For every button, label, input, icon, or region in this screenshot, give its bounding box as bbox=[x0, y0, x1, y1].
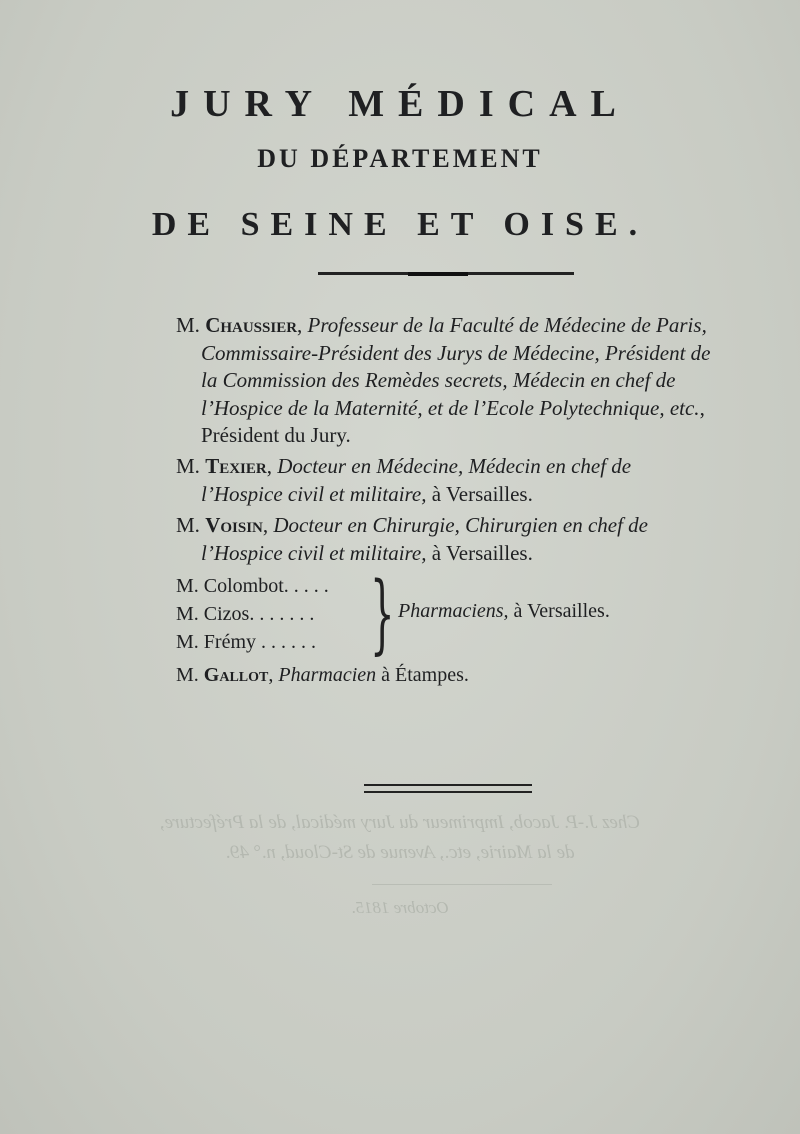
pharmacists-title: Pharmaciens, bbox=[398, 600, 509, 622]
member-name: Voisin bbox=[205, 513, 263, 537]
member-prefix: M. bbox=[176, 313, 200, 337]
member-location: à Versailles. bbox=[431, 540, 533, 565]
bleed-through-date-line: Octobre 1815. bbox=[351, 898, 449, 917]
decorative-rule-top bbox=[318, 272, 574, 277]
member-prefix: M. bbox=[176, 454, 200, 478]
member-entry-voisin: M. Voisin, Docteur en Chirurgie, Chirurgien en chef de l’Hospice civil et militaire, à Versailles. bbox=[176, 513, 649, 565]
member-description: Pharmacien bbox=[278, 664, 377, 686]
member-location: à Étampes. bbox=[381, 664, 469, 686]
bleed-through-address-line: de la Mairie, etc., Avenue de St-Cloud, n.° 49. bbox=[225, 842, 575, 863]
right-brace-icon: } bbox=[370, 564, 395, 664]
pharmacists-location: à Versailles. bbox=[513, 600, 610, 622]
title-seine-et-oise: DE SEINE ET OISE. bbox=[151, 206, 649, 243]
member-location: à Versailles. bbox=[431, 481, 533, 506]
pharmacist-cizos: M. Cizos. . . . . . . bbox=[176, 603, 315, 625]
member-entry-texier: M. Texier, Docteur en Médecine, Médecin en chef de l’Hospice civil et militaire, à Versailles. bbox=[176, 454, 632, 506]
member-entry-gallot: M. Gallot, Pharmacien à Étampes. bbox=[176, 664, 469, 686]
member-description: Professeur de la Faculté de Médecine de Paris, Commissaire-Président des Jurys de Médecine, Président de la Commission des Remèdes secrets, Médecin en chef de l’Hospice de la Maternité, et de l’Ecole Polytechnique, etc. bbox=[201, 313, 711, 420]
member-description: Docteur en Médecine, Médecin en chef de l’Hospice civil et militaire, bbox=[201, 454, 632, 506]
member-name: Texier bbox=[205, 454, 267, 478]
member-name: Chaussier bbox=[205, 313, 298, 337]
bleed-through-printer-line: Chez J.-P. Jacob, Imprimeur du Jury médical, de la Préfecture, bbox=[159, 812, 641, 833]
member-description: Docteur en Chirurgie, Chirurgien en chef de l’Hospice civil et militaire, bbox=[201, 513, 649, 565]
member-entry-chaussier: M. Chaussier, Professeur de la Faculté de Médecine de Paris, Commissaire-Président des Jurys de Médecine, Président de la Commission des Remèdes secrets, Médecin en chef de l’Hospice de la Maternité, et de l’Ecole Polytechnique, etc., Président du Jury. bbox=[176, 313, 711, 447]
pharmacist-fremy: M. Frémy . . . . . . bbox=[176, 631, 316, 653]
decorative-rule-bottom bbox=[364, 784, 532, 793]
member-prefix: M. bbox=[176, 513, 200, 537]
member-prefix: M. bbox=[176, 664, 199, 686]
title-du-departement: DU DÉPARTEMENT bbox=[257, 144, 543, 173]
title-jury-medical: JURY MÉDICAL bbox=[170, 83, 630, 125]
pharmacists-label bbox=[398, 600, 610, 623]
member-role: Président du Jury. bbox=[201, 423, 351, 447]
bleed-through-rule bbox=[372, 884, 552, 885]
member-name: Gallot bbox=[203, 664, 269, 686]
pharmacist-list bbox=[176, 572, 329, 656]
pharmacist-colombot: M. Colombot. . . . . bbox=[176, 575, 329, 597]
